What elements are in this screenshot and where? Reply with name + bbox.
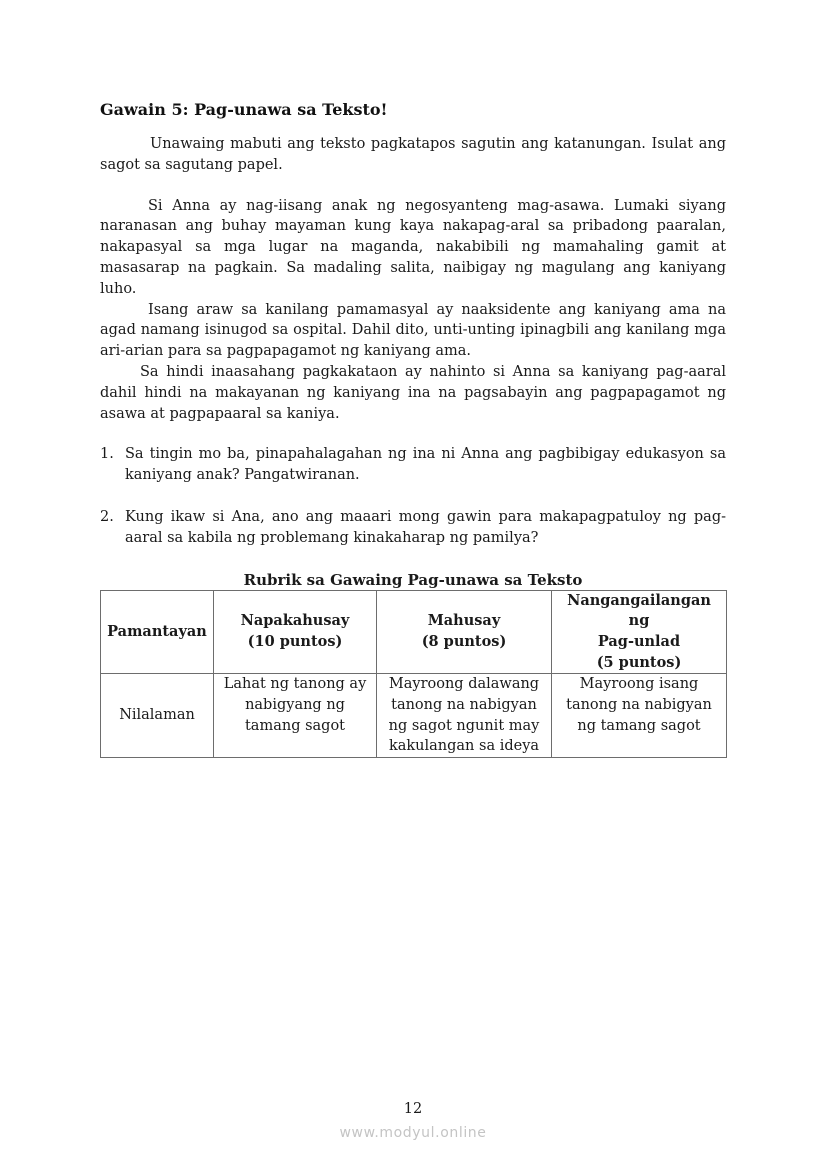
passage-paragraph: Isang araw sa kanilang pamamasyal ay naaksidente ang kaniyang ama na agad namang isinugod sa ospital. Dahil dito, unti-unting ipinagbili ang kanilang mga ari-arian para sa pagpapagamot ng kaniyang ama. xyxy=(100,301,726,360)
page-number: 12 xyxy=(403,1101,423,1117)
cell-level-needs-improvement: Mayroong isang tanong na nabigyan ng tamang sagot xyxy=(552,674,727,758)
header-level-needs-improvement: Nangangailangan ng Pag-unlad (5 puntos) xyxy=(552,590,727,674)
question-number: 2. xyxy=(100,508,114,525)
question-number: 1. xyxy=(100,446,114,463)
question-list xyxy=(100,444,726,548)
question-item xyxy=(100,507,726,549)
header-criteria: Pamantayan xyxy=(101,590,214,674)
header-level-good: Mahusay (8 puntos) xyxy=(377,590,552,674)
activity-title: Gawain 5: Pag-unawa sa Teksto! xyxy=(100,100,388,119)
question-text: Kung ikaw si Ana, ano ang maaari mong gawin para makapagpatuloy ng pag-aaral sa kabila ng problemang kinakaharap ng pamilya? xyxy=(125,508,726,546)
cell-criteria: Nilalaman xyxy=(101,674,214,758)
question-text: Sa tingin mo ba, pinapahalagahan ng ina ni Anna ang pagbibigay edukasyon sa kaniyang anak? Pangatwiranan. xyxy=(125,446,726,484)
instruction-text: Unawaing mabuti ang teksto pagkatapos sagutin ang katanungan. Isulat ang sagot sa sagutang papel. xyxy=(100,136,726,173)
rubric-table xyxy=(100,590,727,759)
question-item xyxy=(100,444,726,486)
header-level-excellent: Napakahusay (10 puntos) xyxy=(214,590,377,674)
table-row xyxy=(101,674,727,758)
watermark: www.modyul.online xyxy=(339,1125,487,1141)
rubric-title: Rubrik sa Gawaing Pag-unawa sa Teksto xyxy=(243,570,583,589)
rubric-header-row xyxy=(101,590,727,674)
cell-level-excellent: Lahat ng tanong ay nabigyang ng tamang sagot xyxy=(214,674,377,758)
passage-paragraph: Si Anna ay nag-iisang anak ng negosyanteng mag-asawa. Lumaki siyang naranasan ang buhay mayaman kung kaya nakapag-aral sa pribadong paaralan, nakapasyal sa mga lugar na maganda, nakabibili ng mamahaling gamit at masasarap na pagkain. Sa madaling salita, naibigay ng magulang ang kaniyang luho. xyxy=(100,197,726,297)
cell-level-good: Mayroong dalawang tanong na nabigyan ng sagot ngunit may kakulangan sa ideya xyxy=(377,674,552,758)
passage-paragraph: Sa hindi inaasahang pagkakataon ay nahinto si Anna sa kaniyang pag-aaral dahil hindi na makayanan ng kaniyang ina na pagsabayin ang pagpapagamot ng asawa at pagpapaaral sa kaniya. xyxy=(100,363,726,422)
page-content xyxy=(100,100,726,758)
